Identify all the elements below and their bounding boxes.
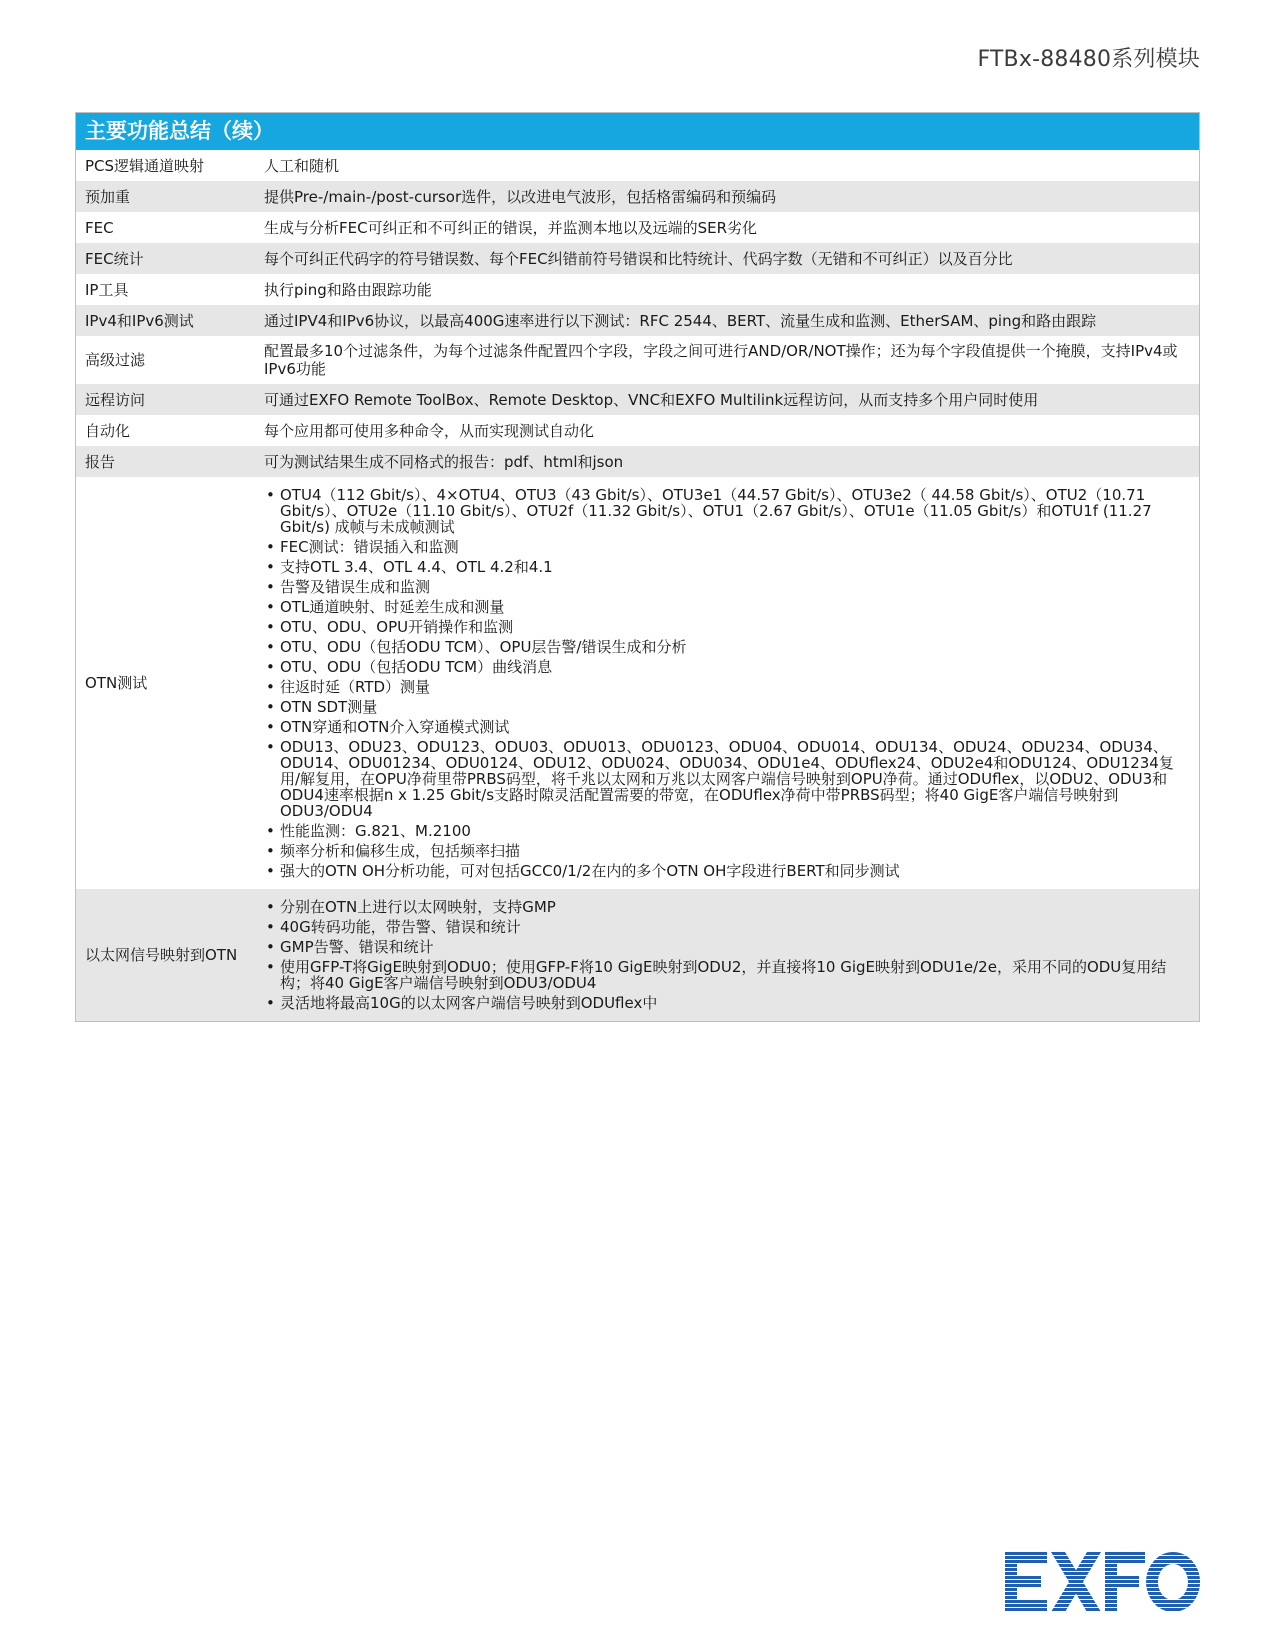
row-value-eth-otn [264, 889, 1199, 1021]
table-row [76, 181, 1199, 212]
bullet-item: • 40G转码功能，带告警、错误和统计 [264, 919, 1189, 935]
eth-otn-bullet-list [264, 899, 1189, 1011]
row-value: 提供Pre-/main-/post-cursor选件，以改进电气波形，包括格雷编码和预编码 [264, 187, 777, 206]
bullet-item: • ODU13、ODU23、ODU123、ODU03、ODU013、ODU0123、ODU04、ODU014、ODU134、ODU24、ODU234、ODU34、ODU14、ODU01234、ODU0124、ODU12、ODU024、ODU034、ODU1e4、ODUflex24、ODU2e4和ODU124、ODU1234复用/解复用，在OPU净荷里带PRBS码型，将千兆以太网和万兆以太网客户端信号映射到OPU净荷。通过ODUflex，以ODU2、ODU3和ODU4速率根据n x 1.25 Gbit/s支路时隙灵活配置需要的带宽，在ODUflex净荷中带PRBS码型；将40 GigE客户端信号映射到ODU3/ODU4 [264, 739, 1189, 819]
bullet-item: • 往返时延（RTD）测量 [264, 679, 1189, 695]
row-label: 预加重 [85, 187, 131, 206]
exfo-logo [1005, 1548, 1200, 1618]
row-label: IPv4和IPv6测试 [85, 311, 194, 330]
bullet-item: • GMP告警、错误和统计 [264, 939, 1189, 955]
table-row [76, 336, 1199, 384]
bullet-item: • OTU、ODU（包括ODU TCM）曲线消息 [264, 659, 1189, 675]
row-label: 远程访问 [85, 390, 146, 409]
bullet-item: • 灵活地将最高10G的以太网客户端信号映射到ODUflex中 [264, 995, 1189, 1011]
bullet-item: • 性能监测：G.821、M.2100 [264, 823, 1189, 839]
row-label: 自动化 [85, 421, 131, 440]
bullet-item: • 使用GFP-T将GigE映射到ODU0；使用GFP-F将10 GigE映射到ODU2，并直接将10 GigE映射到ODU1e/2e，采用不同的ODU复用结构；将40 GigE客户端信号映射到ODU3/ODU4 [264, 959, 1189, 991]
row-value-otn [264, 477, 1199, 889]
bullet-item: • OTN SDT测量 [264, 699, 1189, 715]
table-row-otn [76, 477, 1199, 889]
bullet-item: • OTU、ODU、OPU开销操作和监测 [264, 619, 1189, 635]
row-label: 高级过滤 [85, 351, 146, 369]
row-value: 生成与分析FEC可纠正和不可纠正的错误，并监测本地以及远端的SER劣化 [264, 218, 758, 237]
bullet-item: • 频率分析和偏移生成，包括频率扫描 [264, 843, 1189, 859]
otn-bullet-list [264, 487, 1189, 879]
bullet-item: • OTU、ODU（包括ODU TCM）、OPU层告警/错误生成和分析 [264, 639, 1189, 655]
table-row [76, 150, 1199, 181]
table-body [76, 150, 1199, 1021]
table-title: 主要功能总结（续） [76, 113, 1199, 150]
row-value: 可为测试结果生成不同格式的报告：pdf、html和json [264, 452, 624, 471]
row-label: FEC统计 [85, 249, 144, 268]
table-row [76, 415, 1199, 446]
row-label: IP工具 [85, 280, 129, 299]
table-row [76, 212, 1199, 243]
row-label: PCS逻辑通道映射 [85, 156, 205, 175]
spec-table [75, 112, 1200, 1022]
table-row [76, 384, 1199, 415]
bullet-item: • 支持OTL 3.4、OTL 4.4、OTL 4.2和4.1 [264, 559, 1189, 575]
bullet-item: • OTN穿通和OTN介入穿通模式测试 [264, 719, 1189, 735]
row-value: 执行ping和路由跟踪功能 [264, 280, 432, 299]
row-value: 可通过EXFO Remote ToolBox、Remote Desktop、VNC和EXFO Multilink远程访问，从而支持多个用户同时使用 [264, 390, 1039, 409]
bullet-item: • 告警及错误生成和监测 [264, 579, 1189, 595]
table-row [76, 446, 1199, 477]
page-header-product: FTBx-88480系列模块 [977, 47, 1200, 72]
table-row [76, 274, 1199, 305]
row-value: 人工和随机 [264, 156, 340, 175]
bullet-item: • 强大的OTN OH分析功能，可对包括GCC0/1/2在内的多个OTN OH字段进行BERT和同步测试 [264, 863, 1189, 879]
row-value: 通过IPV4和IPv6协议，以最高400G速率进行以下测试：RFC 2544、BERT、流量生成和监测、EtherSAM、ping和路由跟踪 [264, 311, 1097, 330]
table-row [76, 305, 1199, 336]
bullet-item: • OTL通道映射、时延差生成和测量 [264, 599, 1189, 615]
table-row-eth-otn [76, 889, 1199, 1021]
table-row [76, 243, 1199, 274]
bullet-item: • OTU4（112 Gbit/s）、4×OTU4、OTU3（43 Gbit/s）、OTU3e1（44.57 Gbit/s）、OTU3e2（ 44.58 Gbit/s）、OTU2（10.71 Gbit/s）、OTU2e（11.10 Gbit/s）、OTU2f（11.32 Gbit/s）、OTU1（2.67 Gbit/s）、OTU1e（11.05 Gbit/s）和OTU1f (11.27 Gbit/s) 成帧与未成帧测试 [264, 487, 1189, 535]
row-label-otn: OTN测试 [85, 674, 148, 692]
row-value: 每个应用都可使用多种命令，从而实现测试自动化 [264, 421, 595, 440]
row-label-eth-otn: 以太网信号映射到OTN [85, 946, 238, 964]
bullet-item: • 分别在OTN上进行以太网映射，支持GMP [264, 899, 1189, 915]
bullet-item: • FEC测试：错误插入和监测 [264, 539, 1189, 555]
row-label: 报告 [85, 452, 116, 471]
row-value: 配置最多10个过滤条件，为每个过滤条件配置四个字段，字段之间可进行AND/OR/NOT操作；还为每个字段值提供一个掩膜，支持IPv4或IPv6功能 [264, 342, 1178, 378]
row-value: 每个可纠正代码字的符号错误数、每个FEC纠错前符号错误和比特统计、代码字数（无错和不可纠正）以及百分比 [264, 249, 1013, 268]
row-label: FEC [85, 218, 114, 237]
